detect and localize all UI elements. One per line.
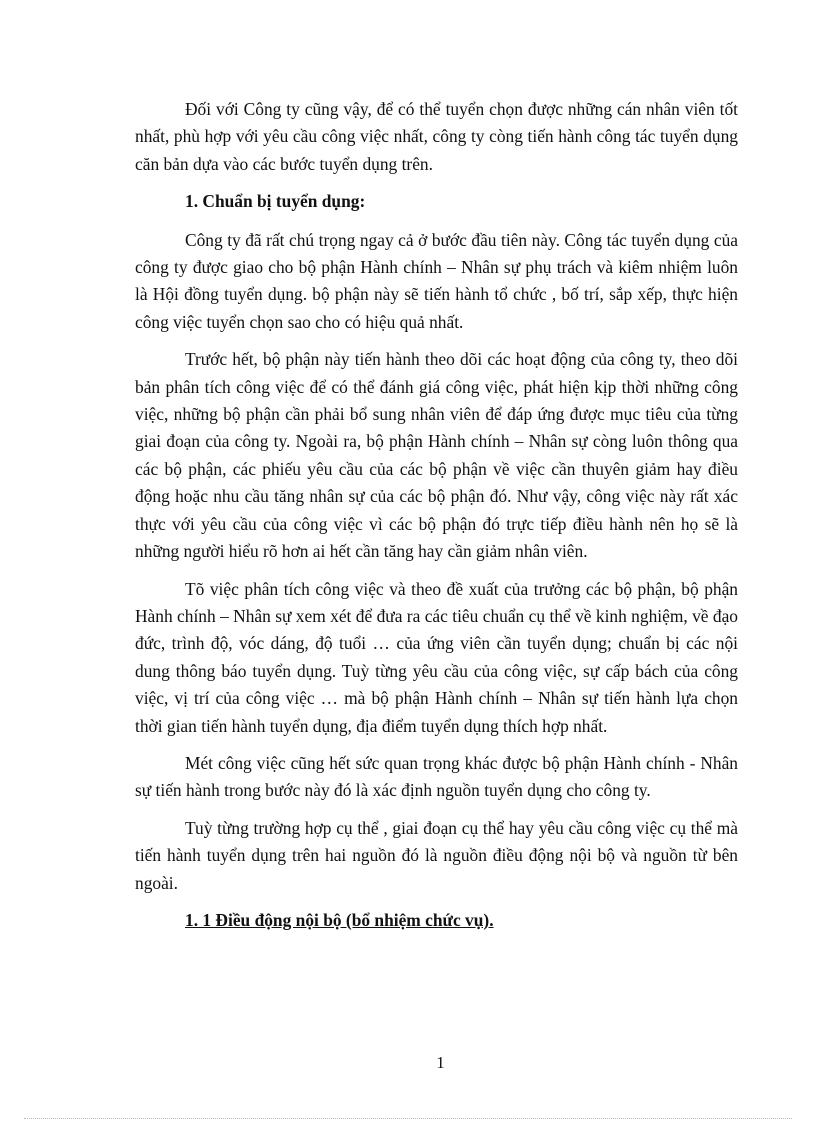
- subsection-heading-internal-transfer: 1. 1 Điều động nội bộ (bổ nhiệm chức vụ).: [185, 909, 494, 930]
- paragraph-sources: Mét công việc cũng hết sức quan trọng khác được bộ phận Hành chính - Nhân sự tiến hành trong bước này đó là xác định nguồn tuyển dụng cho công ty.: [135, 752, 738, 801]
- paragraph-preparation: Công ty đã rất chú trọng ngay cả ở bước đầu tiên này. Công tác tuyển dụng của công ty được giao cho bộ phận Hành chính – Nhân sự phụ trách và kiêm nhiệm luôn là Hội đồng tuyển dụng. bộ phận này sẽ tiến hành tổ chức , bố trí, sắp xếp, thực hiện công việc tuyển chọn sao cho có hiệu quả nhất.: [135, 229, 738, 332]
- page-bottom-divider: [24, 1118, 792, 1119]
- paragraph-monitoring: Trước hết, bộ phận này tiến hành theo dõi các hoạt động của công ty, theo dõi bản phân tích công việc để có thể đánh giá công việc, phát hiện kịp thời những công việc, những bộ phận cần phải bổ sung nhân viên để đáp ứng được mục tiêu của từng giai đoạn của công ty. Ngoài ra, bộ phận Hành chính – Nhân sự còng luôn thông qua các bộ phận, các phiếu yêu cầu của các bộ phận về việc cần thuyên giảm hay điều động hoặc nhu cầu tăng nhân sự của các bộ phận đó. Như vậy, công việc này rất xác thực với yêu cầu của công việc vì các bộ phận đó trực tiếp điều hành nên họ sẽ là những người hiểu rõ hơn ai hết cần tăng hay cần giảm nhân viên.: [135, 349, 738, 562]
- paragraph-intro: Đối với Công ty cũng vậy, để có thể tuyển chọn được những cán nhân viên tốt nhất, phù hợp với yêu cầu công việc nhất, công ty còng tiến hành công tác tuyển dụng căn bản dựa vào các bước tuyển dụng trên.: [135, 99, 738, 174]
- paragraph-cases: Tuỳ từng trường hợp cụ thể , giai đoạn cụ thể hay yêu cầu công việc cụ thể mà tiến hành tuyển dụng trên hai nguồn đó là nguồn điều động nội bộ và nguồn từ bên ngoài.: [135, 817, 738, 893]
- section-heading-preparation: 1. Chuẩn bị tuyển dụng:: [185, 191, 366, 212]
- paragraph-criteria: Tõ việc phân tích công việc và theo đề xuất của trưởng các bộ phận, bộ phận Hành chính – Nhân sự xem xét để đưa ra các tiêu chuẩn cụ thể về kinh nghiệm, về đạo đức, trình độ, vóc dáng, độ tuổi … của ứng viên cần tuyển dụng; chuẩn bị các nội dung thông báo tuyển dụng. Tuỳ từng yêu cầu của công việc, sự cấp bách của công việc, vị trí của công việc … mà bộ phận Hành chính – Nhân sự tiến hành lựa chọn thời gian tiến hành tuyển dụng, địa điểm tuyển dụng thích hợp nhất.: [135, 578, 738, 736]
- page-number: 1: [436, 1053, 445, 1072]
